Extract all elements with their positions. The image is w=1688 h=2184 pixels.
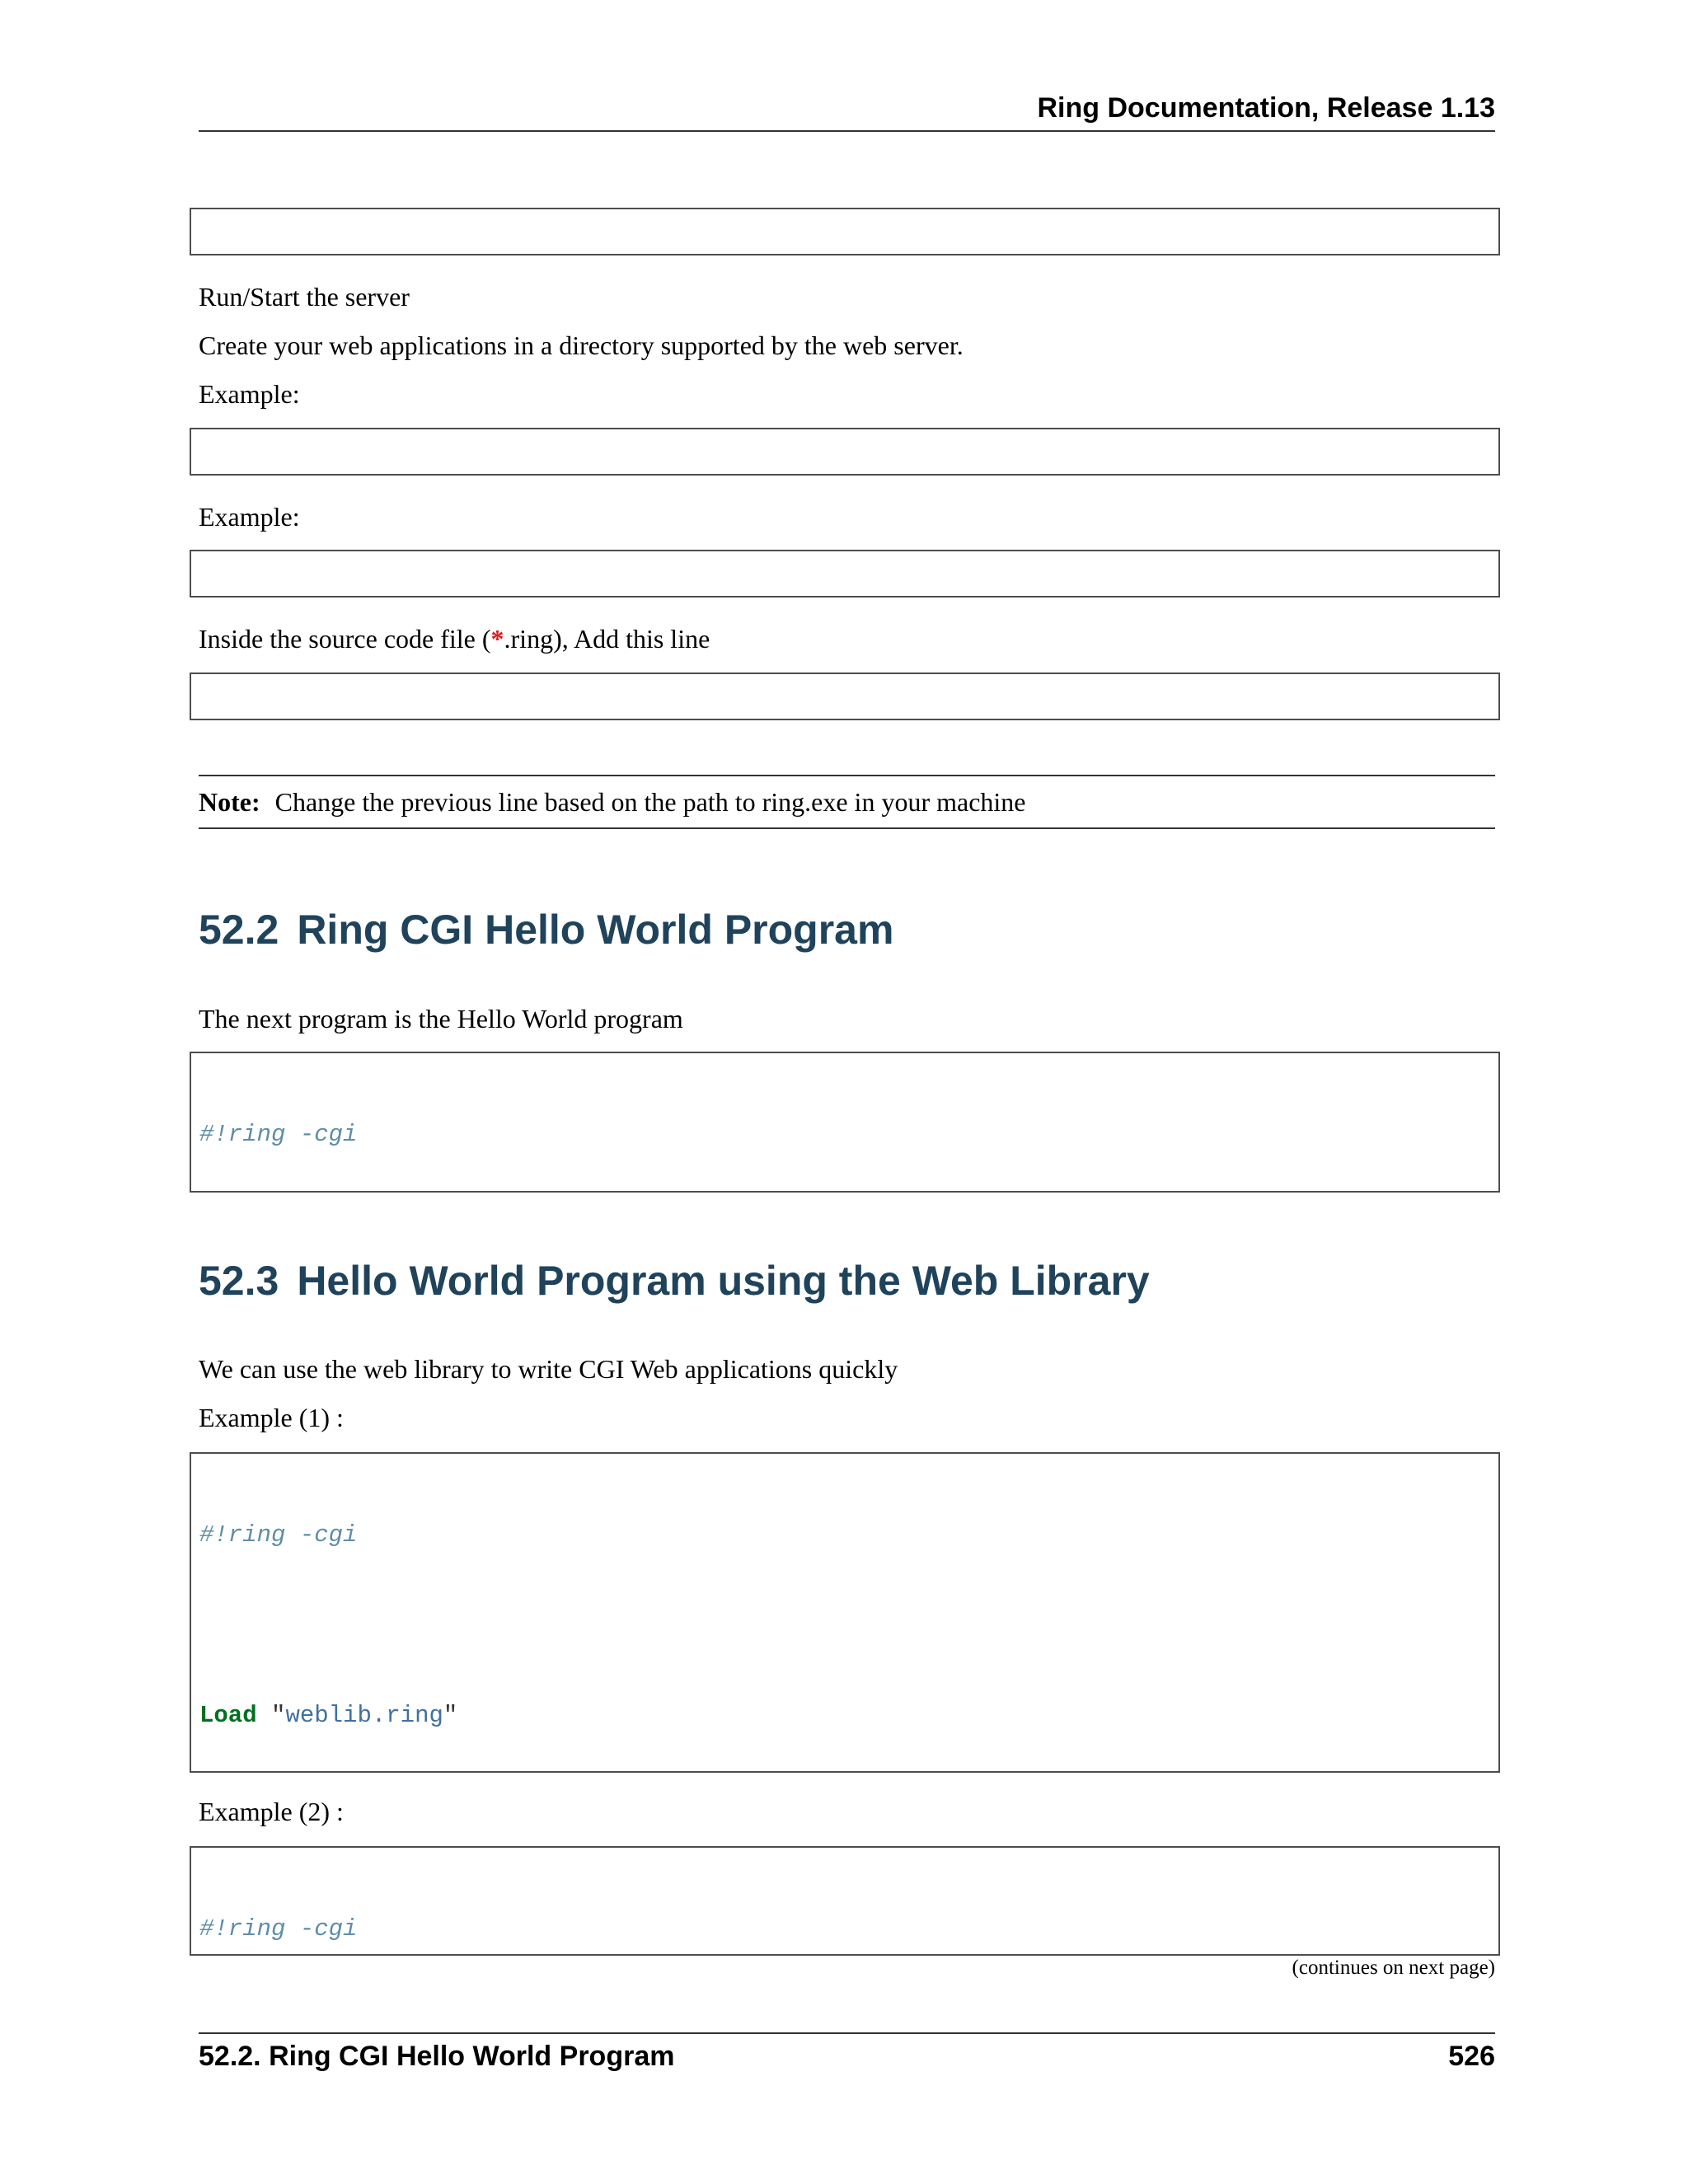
paragraph-example-2: Example (2) : [199,1797,344,1826]
code-block-apache-path [190,428,1500,476]
code-blank-line [199,1611,1490,1642]
section-number: 52.2 [199,907,279,953]
code-string: weblib.ring [285,1702,443,1729]
page-number: 526 [1448,2041,1495,2072]
code-block-addhandler [190,208,1500,255]
note-text: Change the previous line based on the path to ring.exe in your machine [274,787,1026,817]
code-quote: " [443,1702,458,1729]
code-block-weblib-example-2 [190,1846,1500,1956]
paragraph-example-1: Example (1) : [199,1403,344,1432]
page-header [199,92,1495,132]
note-box [199,775,1495,829]
section-heading-52-3 [199,1256,1150,1305]
note-label: Note: [199,787,260,817]
paragraph-create-apps: Create your web applications in a directory supported by the web server. [199,330,964,360]
code-block-shebang [190,673,1500,720]
paragraph-run-start: Run/Start the server [199,282,410,312]
code-comment: #!ring -cgi [199,1521,358,1549]
page-footer [199,2032,1495,2073]
code-block-weblib-example-1 [190,1452,1500,1773]
code-block-xampp-path [190,550,1500,598]
asterisk-highlight: * [490,624,504,654]
paragraph-example: Example: [199,379,300,409]
code-quote: " [271,1702,286,1729]
paragraph-inside-source [199,622,710,655]
header-title: Ring Documentation, Release 1.13 [1037,92,1495,124]
paragraph-next-program: The next program is the Hello World program [199,1004,683,1033]
section-heading-52-2 [199,905,893,954]
code-line [199,1701,1490,1732]
section-number: 52.3 [199,1258,279,1304]
paragraph-example: Example: [199,502,300,532]
code-comment: #!ring -cgi [199,1121,358,1148]
section-title: Ring CGI Hello World Program [297,907,894,953]
text-segment: Inside the source code file ( [199,624,491,654]
section-title: Hello World Program using the Web Library [297,1258,1150,1304]
code-comment: #!ring -cgi [199,1915,358,1943]
continues-note: (continues on next page) [1292,1957,1495,1979]
text-segment: .ring), Add this line [504,624,710,654]
code-keyword: Load [199,1702,257,1729]
code-block-hello-world [190,1052,1500,1193]
paragraph-web-library: We can use the web library to write CGI Web applications quickly [199,1354,898,1384]
footer-section: 52.2. Ring CGI Hello World Program [199,2041,675,2072]
